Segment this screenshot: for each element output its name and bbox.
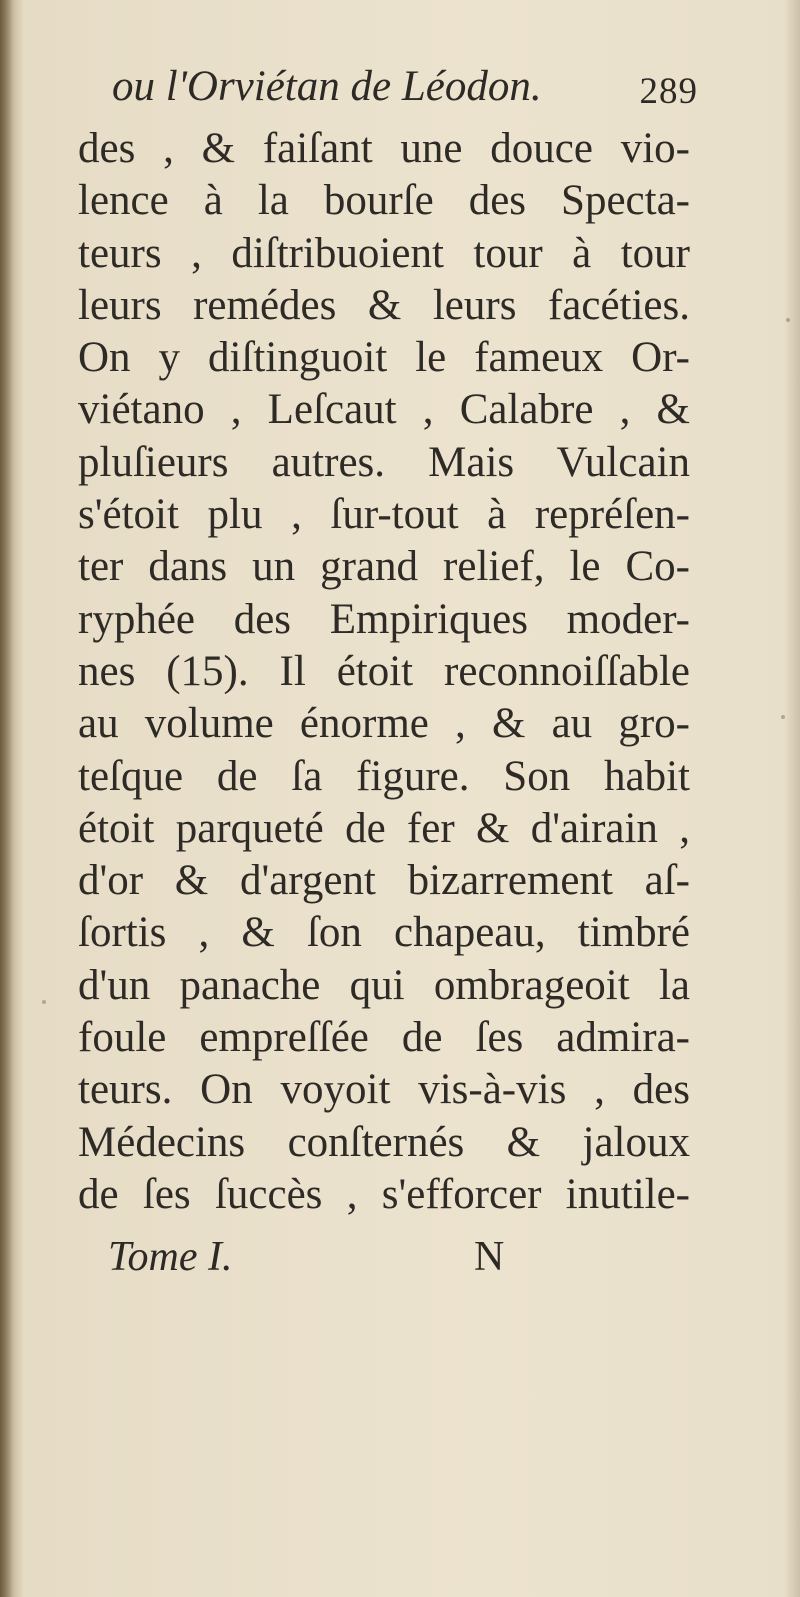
text-line: lence à la bourſe des Specta- bbox=[78, 177, 690, 225]
text-line: d'un panache qui ombrageoit la bbox=[78, 961, 690, 1009]
text-line: étoit parqueté de fer & d'airain , bbox=[78, 804, 690, 852]
paper-speck bbox=[42, 1000, 46, 1004]
paper-speck bbox=[786, 318, 790, 322]
text-line: foule empreſſée de ſes admira- bbox=[78, 1014, 690, 1062]
text-line: d'or & d'argent bizarrement aſ- bbox=[78, 857, 690, 905]
body-text bbox=[78, 123, 690, 1221]
text-line: des , & faiſant une douce vio- bbox=[78, 125, 690, 172]
text-line: s'étoit plu , ſur-tout à repréſen- bbox=[78, 491, 690, 539]
text-line: teurs , diſtribuoient tour à tour bbox=[78, 229, 690, 277]
volume-label: Tome I. bbox=[108, 1234, 233, 1280]
text-line: teſque de ſa figure. Son habit bbox=[78, 752, 690, 800]
text-line: viétano , Leſcaut , Calabre , & bbox=[78, 386, 690, 434]
page-footer bbox=[108, 1233, 528, 1293]
page-number: 289 bbox=[639, 71, 698, 112]
text-line: ter dans un grand relief, le Co- bbox=[78, 543, 690, 591]
text-line: On y diſtinguoit le fameux Or- bbox=[78, 334, 690, 382]
text-line: de ſes ſuccès , s'efforcer inutile- bbox=[78, 1170, 690, 1218]
text-line: ryphée des Empiriques moder- bbox=[78, 595, 690, 643]
page-header bbox=[112, 62, 712, 126]
text-line: nes (15). Il étoit reconnoiſſable bbox=[78, 647, 690, 695]
paper-speck bbox=[781, 715, 785, 719]
signature-mark: N bbox=[474, 1234, 505, 1280]
text-line: au volume énorme , & au gro- bbox=[78, 700, 690, 748]
text-line: ſortis , & ſon chapeau, timbré bbox=[78, 909, 690, 957]
text-line: Médecins conſternés & jaloux bbox=[78, 1118, 690, 1166]
text-line: leurs remédes & leurs facéties. bbox=[78, 281, 690, 329]
text-line: pluſieurs autres. Mais Vulcain bbox=[78, 438, 690, 486]
running-head: ou l'Orviétan de Léodon. bbox=[112, 63, 542, 110]
text-line: teurs. On voyoit vis-à-vis , des bbox=[78, 1066, 690, 1114]
